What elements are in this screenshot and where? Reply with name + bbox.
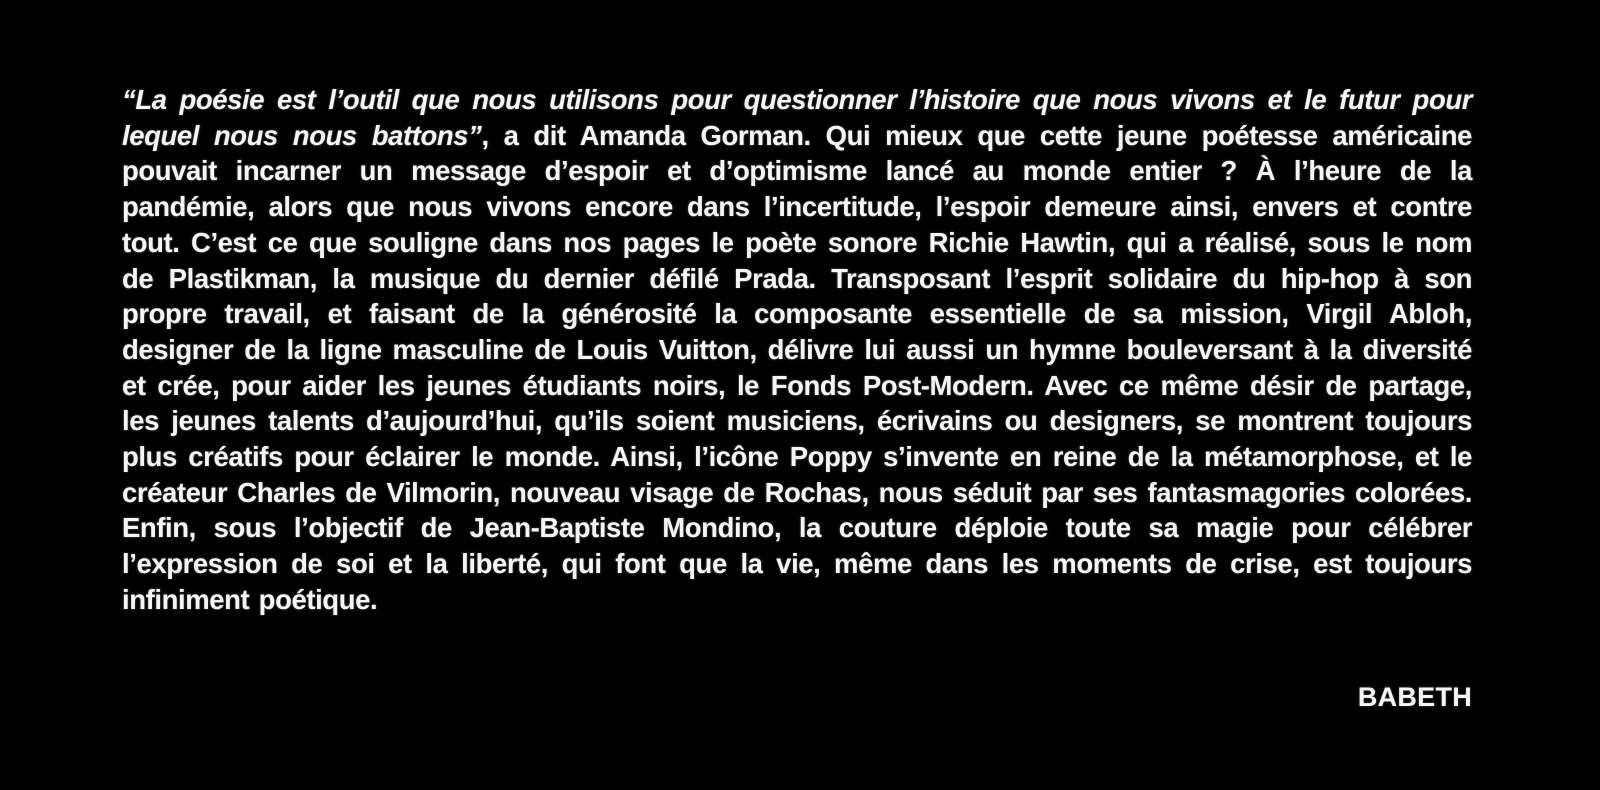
- editorial-paragraph: [122, 82, 1472, 618]
- editorial-body-text: , a dit Amanda Gorman. Qui mieux que cette jeune poétesse américaine pouvait incarner un message d’espoir et d’optimisme lancé au monde entier ? À l’heure de la pandémie, alors que nous vivons encore dans l’incertitude, l’espoir demeure ainsi, envers et contre tout. C’est ce que souligne dans nos pages le poète sonore Richie Hawtin, qui a réalisé, sous le nom de Plastikman, la musique du dernier défilé Prada. Transposant l’esprit solidaire du hip-hop à son propre travail, et faisant de la générosité la composante essentielle de sa mission, Virgil Abloh, designer de la ligne masculine de Louis Vuitton, délivre lui aussi un hymne bouleversant à la diversité et crée, pour aider les jeunes étudiants noirs, le Fonds Post-Modern. Avec ce même désir de partage, les jeunes talents d’aujourd’hui, qu’ils soient musiciens, écrivains ou designers, se montrent toujours plus créatifs pour éclairer le monde. Ainsi, l’icône Poppy s’invente en reine de la métamorphose, et le créateur Charles de Vilmorin, nouveau visage de Rochas, nous séduit par ses fantasmagories colorées. Enfin, sous l’objectif de Jean-Baptiste Mondino, la couture déploie toute sa magie pour célébrer l’expression de soi et la liberté, qui font que la vie, même dans les moments de crise, est toujours infiniment poétique.: [122, 119, 1472, 615]
- amanda-gorman-quote: “La poésie est l’outil que nous utilisons pour questionner l’histoire que nous vivons et le futur pour lequel nous nous battons”: [122, 84, 1472, 151]
- editorial-text-block: [122, 82, 1472, 713]
- signature: BABETH: [1357, 681, 1472, 712]
